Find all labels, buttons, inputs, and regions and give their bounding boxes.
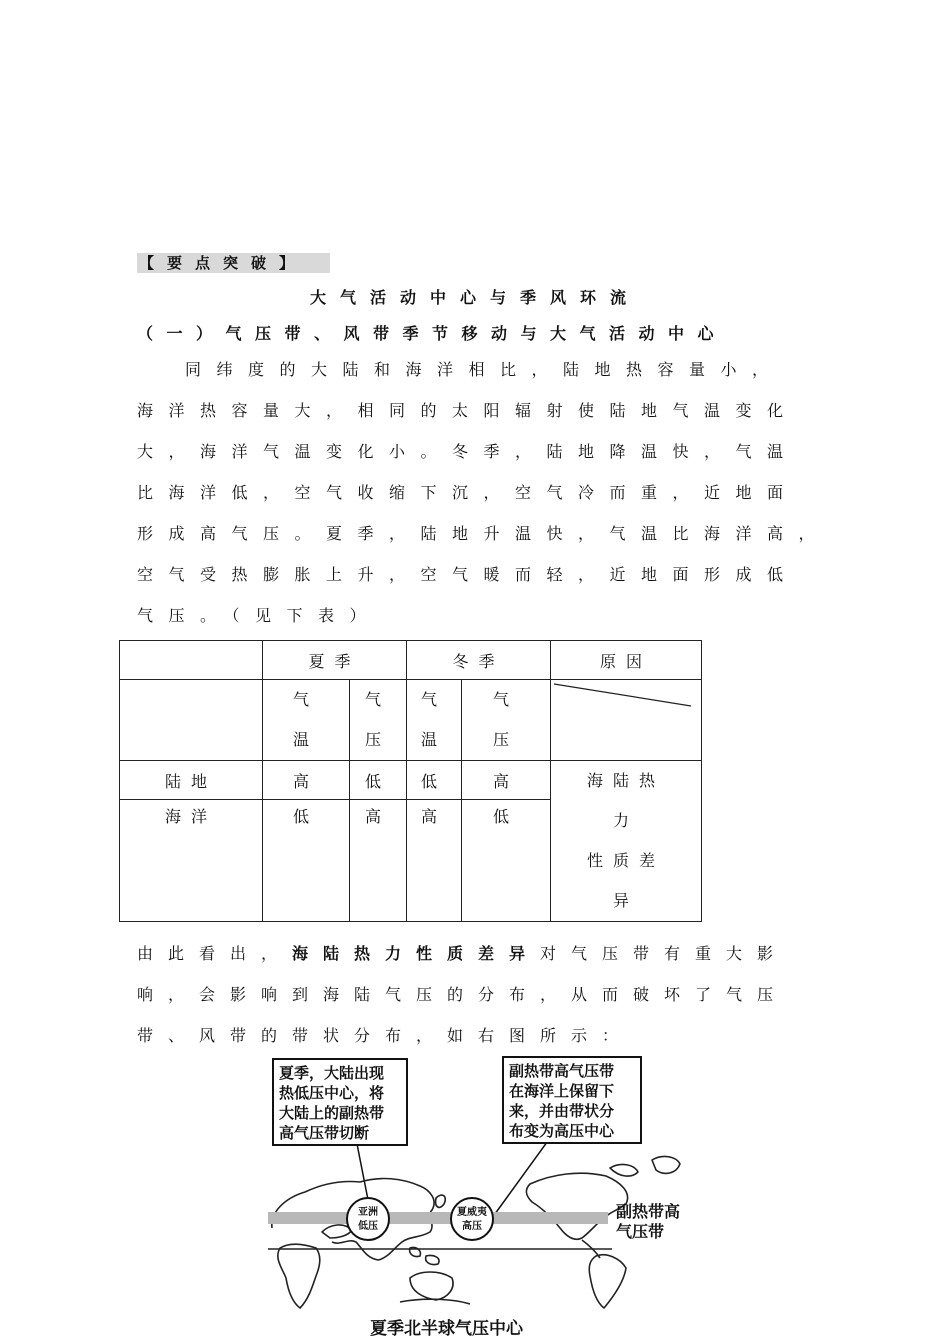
diagonal-line xyxy=(551,680,701,760)
paragraph-line: 空气受热膨胀上升，空气暖而轻，近地面形成低 xyxy=(137,565,799,584)
paragraph-line: 大，海洋气温变化小。冬季，陆地降温快，气温 xyxy=(137,442,799,461)
paragraph-line: 带、风带的带状分布，如右图所示： xyxy=(137,1026,634,1045)
header-summer: 夏季 xyxy=(263,641,407,680)
callout-line: 布变为高压中心 xyxy=(509,1122,615,1140)
intro-paragraph xyxy=(137,349,831,636)
paragraph-line: 形成高气压。夏季，陆地升温快，气温比海洋高， xyxy=(137,524,831,543)
callout-line: 高气压带切断 xyxy=(279,1124,370,1142)
reason-line: 力 xyxy=(612,811,639,830)
belt-label-line: 气压带 xyxy=(616,1222,665,1241)
hawaii-high-marker xyxy=(450,1197,494,1241)
belt-label-line: 副热带高 xyxy=(616,1202,681,1221)
sea-summer-temp: 低 xyxy=(263,800,350,922)
land-winter-temp: 低 xyxy=(407,761,462,800)
callout-line: 夏季，大陆出现 xyxy=(279,1064,385,1082)
section-subtitle: （一）气压带、风带季节移动与大气活动中心 xyxy=(137,324,728,343)
land-sea-table xyxy=(119,640,702,922)
land-winter-pres: 高 xyxy=(462,761,551,800)
marker-text: 高压 xyxy=(462,1221,482,1232)
section-tag: 【要点突破】 xyxy=(137,253,330,273)
subheader-text: 温 xyxy=(420,730,447,749)
belt-label xyxy=(616,1202,680,1242)
asia-low-marker xyxy=(346,1197,390,1241)
pressure-center-figure xyxy=(260,1052,700,1344)
marker-text: 夏威夷 xyxy=(457,1207,487,1218)
paragraph-line: 响，会影响到海陆气压的分布，从而破坏了气压 xyxy=(137,985,789,1004)
reason-cell xyxy=(551,761,702,922)
header-reason: 原因 xyxy=(551,641,702,680)
conclusion-paragraph xyxy=(137,933,827,1056)
subheader-text: 压 xyxy=(492,730,519,749)
subheader-text: 气 xyxy=(492,690,519,709)
emphasis-text: 海陆热力性质差异 xyxy=(292,944,541,963)
callout-ocean-high xyxy=(502,1056,642,1144)
callout-line: 副热带高气压带 xyxy=(509,1062,615,1080)
paragraph-line: 海洋热容量大，相同的太阳辐射使陆地气温变化 xyxy=(137,401,799,420)
paragraph-line: 比海洋低，空气收缩下沉，空气冷而重，近地面 xyxy=(137,483,799,502)
subheader-winter-temp xyxy=(407,680,462,761)
pressure-belt xyxy=(268,1212,608,1224)
subheader-text: 气 xyxy=(364,690,391,709)
page-title: 大气活动中心与季风环流 xyxy=(309,288,640,307)
callout-line: 来，并由带状分 xyxy=(509,1102,615,1120)
subheader-winter-pres xyxy=(462,680,551,761)
row-label-sea: 海洋 xyxy=(120,800,263,922)
text-run: 对气压带有重大影 xyxy=(540,944,789,963)
subheader-text: 温 xyxy=(292,730,319,749)
subheader-summer-pres xyxy=(350,680,407,761)
figure-caption: 夏季北半球气压中心 xyxy=(370,1319,523,1339)
paragraph-line xyxy=(137,933,827,974)
paragraph-line: 同纬度的大陆和海洋相比，陆地热容量小， xyxy=(185,360,784,379)
callout-continent-low xyxy=(272,1058,408,1146)
sea-winter-temp: 高 xyxy=(407,800,462,922)
reason-line: 异 xyxy=(612,891,639,910)
marker-text: 低压 xyxy=(358,1221,378,1232)
text-run: 由此看出， xyxy=(137,944,293,963)
subheader-text: 气 xyxy=(292,690,319,709)
paragraph-line: 气压。（见下表） xyxy=(137,606,382,625)
callout-line: 在海洋上保留下 xyxy=(509,1082,615,1100)
marker-text: 亚洲 xyxy=(358,1207,378,1218)
callout-line: 热低压中心，将 xyxy=(279,1084,385,1102)
reason-line: 海陆热 xyxy=(586,771,665,790)
table-corner-cell xyxy=(120,641,263,680)
reason-line: 性质差 xyxy=(586,851,665,870)
subheader-summer-temp xyxy=(263,680,350,761)
callout-line: 大陆上的副热带 xyxy=(279,1104,385,1122)
sea-summer-pres: 高 xyxy=(350,800,407,922)
subheader-empty-cell xyxy=(120,680,263,761)
sea-winter-pres: 低 xyxy=(462,800,551,922)
land-summer-pres: 低 xyxy=(350,761,407,800)
subheader-text: 气 xyxy=(420,690,447,709)
diagonal-cell xyxy=(551,680,702,761)
header-winter: 冬季 xyxy=(407,641,551,680)
row-label-land: 陆地 xyxy=(120,761,263,800)
land-summer-temp: 高 xyxy=(263,761,350,800)
subheader-text: 压 xyxy=(364,730,391,749)
